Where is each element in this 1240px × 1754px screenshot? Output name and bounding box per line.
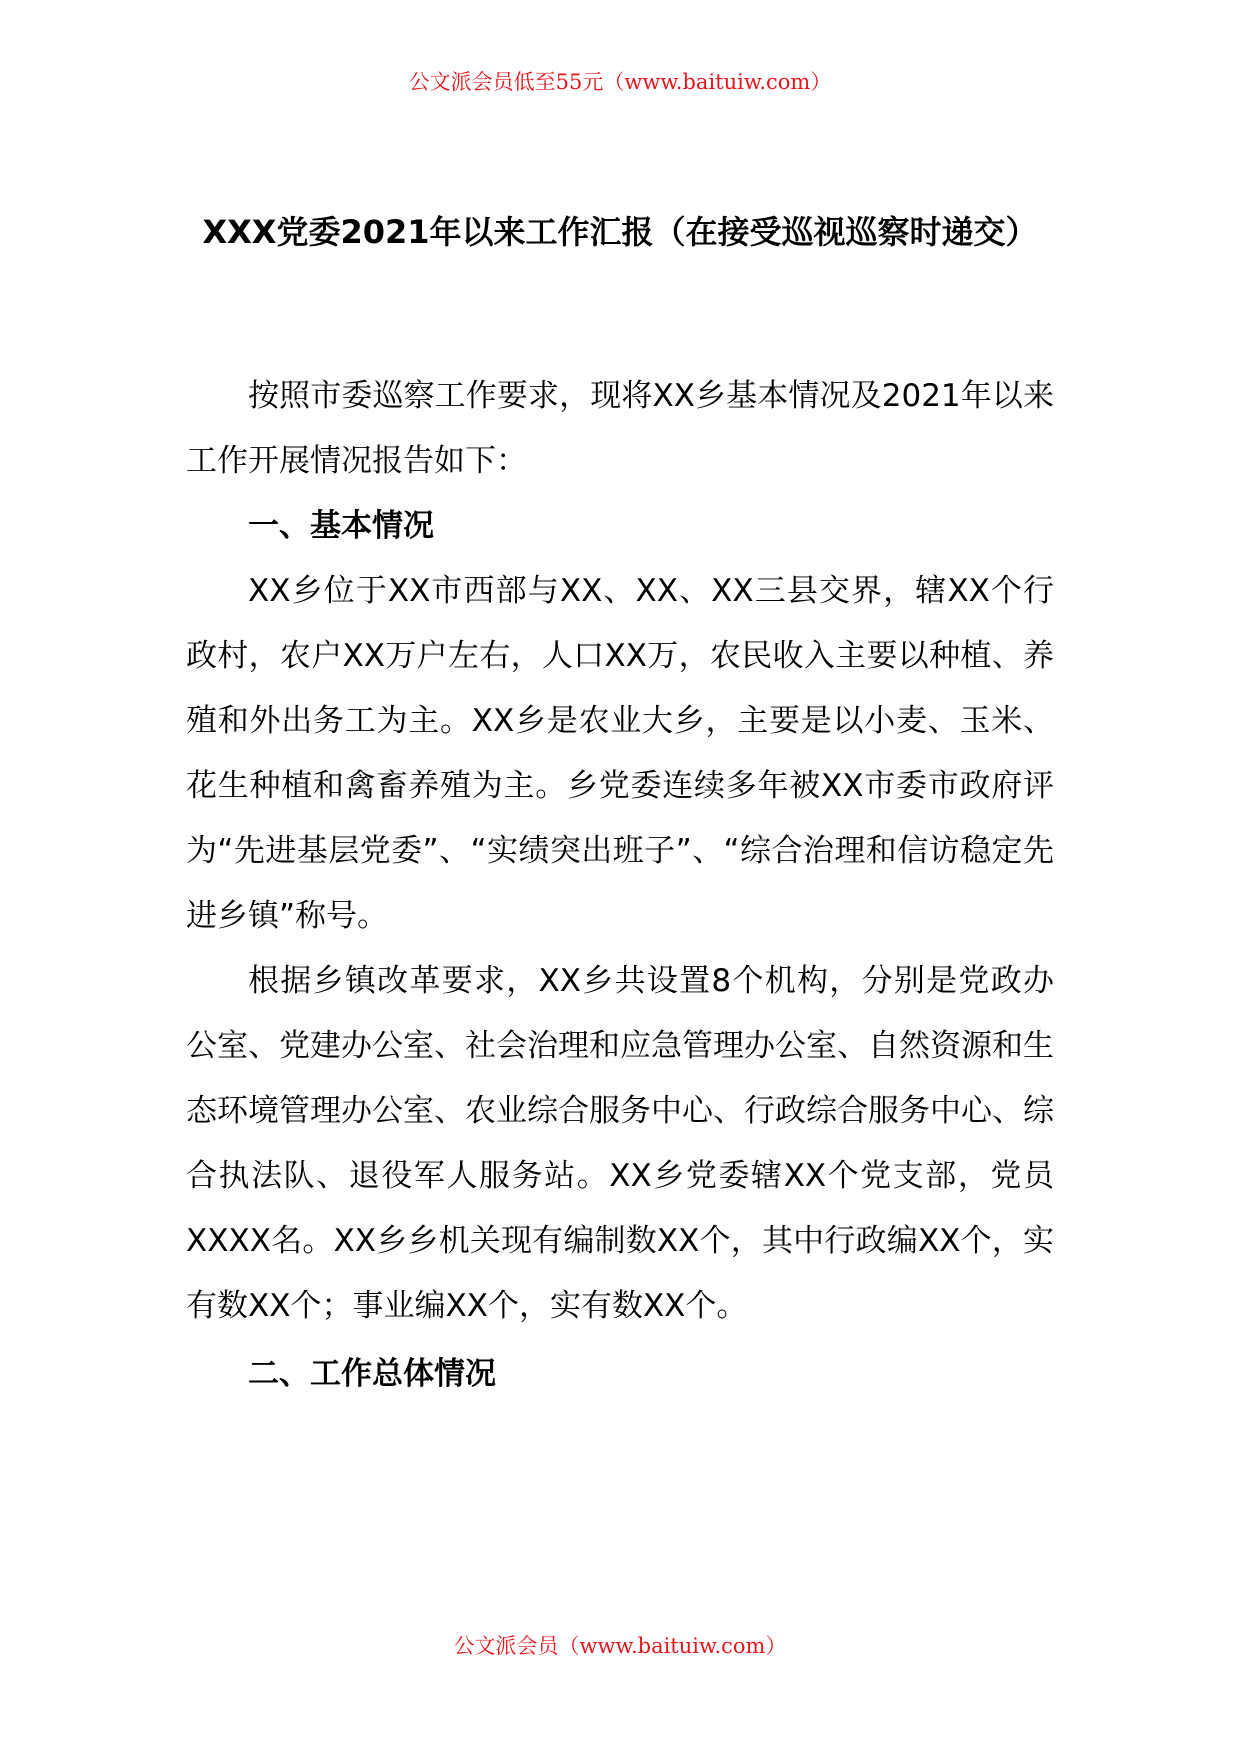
paragraph-location: XX乡位于XX市西部与XX、XX、XX三县交界，辖XX个行政村，农户XX万户左右，人口XX万，农民收入主要以种植、养殖和外出务工为主。XX乡是农业大乡，主要是以小麦、玉米、花生种植和禽畜养殖为主。乡党委连续多年被XX市委市政府评为“先进基层党委”、“实绩突出班子”、“综合治理和信访稳定先进乡镇”称号。	[186, 573, 1054, 934]
paragraph-organization: 根据乡镇改革要求，XX乡共设置8个机构，分别是党政办公室、党建办公室、社会治理和应急管理办公室、自然资源和生态环境管理办公室、农业综合服务中心、行政综合服务中心、综合执法队、退役军人服务站。XX乡党委辖XX个党支部，党员XXXX名。XX乡乡机关现有编制数XX个，其中行政编XX个，实有数XX个；事业编XX个，实有数XX个。	[186, 963, 1054, 1324]
section-heading-overall-work: 二、工作总体情况	[248, 1356, 496, 1392]
document-title: XXX党委2021年以来工作汇报（在接受巡视巡察时递交）	[202, 213, 1038, 251]
watermark-footer: 公文派会员（www.baituiw.com）	[453, 1634, 787, 1658]
document-body	[186, 364, 1054, 1407]
intro-paragraph: 按照市委巡察工作要求，现将XX乡基本情况及2021年以来工作开展情况报告如下：	[186, 378, 1054, 479]
section-heading-basic-info: 一、基本情况	[248, 508, 434, 544]
watermark-header: 公文派会员低至55元（www.baituiw.com）	[408, 70, 832, 94]
